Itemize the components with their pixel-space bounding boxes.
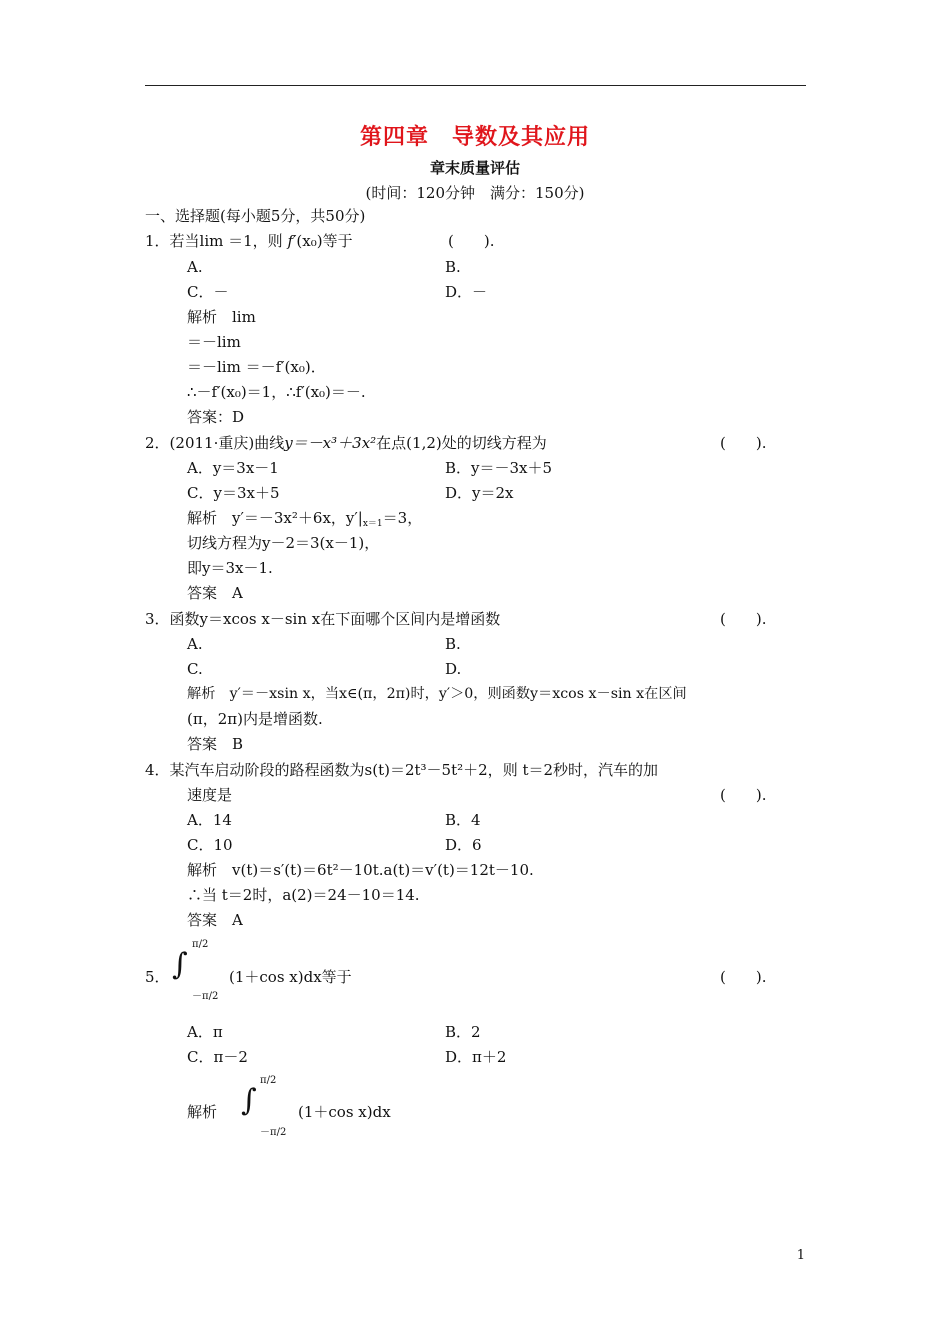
q5-paren: ( ). xyxy=(720,968,767,986)
header-rule xyxy=(145,85,806,86)
q3-solution-2: (π，2π)内是增函数. xyxy=(187,710,323,728)
q2-answer: 答案 A xyxy=(187,584,243,602)
q5-solution-integrand: (1＋cos x)dx xyxy=(298,1103,391,1121)
q1-solution-2: ＝－lim xyxy=(187,333,241,351)
q5-solution-label: 解析 xyxy=(187,1103,218,1121)
q1-solution-3: ＝－lim ＝－f′(x₀)． xyxy=(187,358,326,376)
q5-option-b: B．2 xyxy=(445,1023,481,1041)
q5-solution-upper-limit: π/2 xyxy=(260,1075,277,1086)
q2-stem: 2．(2011·重庆)曲线y＝－x³＋3x²在点(1,2)处的切线方程为 xyxy=(145,434,547,452)
q4-option-c: C．10 xyxy=(187,836,233,854)
time-info: (时间：120分钟 满分：150分) xyxy=(365,184,585,202)
q1-option-c: C．－ xyxy=(187,283,229,301)
q4-solution-1: 解析 v(t)＝s′(t)＝6t²－10t.a(t)＝v′(t)＝12t－10. xyxy=(187,861,534,879)
q4-option-b: B．4 xyxy=(445,811,481,829)
q3-answer: 答案 B xyxy=(187,735,244,753)
chapter-title: 第四章 导数及其应用 xyxy=(359,124,590,150)
q1-answer: 答案：D xyxy=(187,408,245,426)
page-number: 1 xyxy=(796,1248,805,1263)
q4-answer: 答案 A xyxy=(187,911,243,929)
q4-stem-1: 4．某汽车启动阶段的路程函数为s(t)＝2t³－5t²＋2，则 t＝2秒时，汽车的加 xyxy=(145,761,659,779)
q4-option-a: A．14 xyxy=(187,811,232,829)
q3-solution-1: 解析 y′＝－xsin x，当x∈(π，2π)时，y′＞0，则函数y＝xcos x－sin x在区间 xyxy=(187,686,687,702)
integral-sign: ∫ xyxy=(172,947,188,982)
q4-stem-2: 速度是 xyxy=(187,786,233,804)
q5-number: 5． xyxy=(145,968,170,986)
q5-solution-lower-limit: －π/2 xyxy=(260,1127,287,1138)
q5-option-d: D．π＋2 xyxy=(445,1048,507,1066)
integral-sign: ∫ xyxy=(241,1083,257,1118)
q1-option-b: B. xyxy=(445,258,461,276)
q4-option-d: D．6 xyxy=(445,836,482,854)
q5-integrand: (1＋cos x)dx等于 xyxy=(229,968,352,986)
q1-paren: ( ). xyxy=(448,232,495,250)
q3-option-a: A. xyxy=(187,635,203,653)
q1-option-d: D．－ xyxy=(445,283,488,301)
q5-upper-limit: π/2 xyxy=(192,939,209,950)
q3-option-c: C. xyxy=(187,660,203,678)
q4-paren: ( ). xyxy=(720,786,767,804)
q1-solution-4: ∴－f′(x₀)＝1，∴f′(x₀)＝－. xyxy=(187,383,366,401)
subtitle: 章末质量评估 xyxy=(429,159,520,177)
q3-paren: ( ). xyxy=(720,610,767,628)
q2-solution-1: 解析 y′＝－3x²＋6x，$y'|_{x=1}=3$， xyxy=(187,509,423,529)
q5-option-a: A．π xyxy=(187,1023,223,1041)
q2-paren: ( ). xyxy=(720,434,767,452)
q1-solution-1: 解析 lim xyxy=(187,308,256,326)
q5-lower-limit: －π/2 xyxy=(192,991,219,1002)
q5-option-c: C．π－2 xyxy=(187,1048,248,1066)
q2-option-a: A．y＝3x－1 xyxy=(187,459,279,477)
section-heading: 一、选择题(每小题5分，共50分) xyxy=(145,207,366,225)
q3-option-d: D. xyxy=(445,660,462,678)
q1-option-a: A. xyxy=(187,258,203,276)
q4-solution-2: ∴当 t＝2时，a(2)＝24－10＝14. xyxy=(187,886,420,904)
q2-option-b: B．y＝－3x＋5 xyxy=(445,459,553,477)
q1-stem: 1．若当lim ＝1，则 f′(x₀)等于 xyxy=(145,232,353,250)
q2-option-c: C．y＝3x＋5 xyxy=(187,484,280,502)
q3-stem: 3．函数y＝xcos x－sin x在下面哪个区间内是增函数 xyxy=(145,610,501,628)
q2-solution-3: 即y＝3x－1. xyxy=(187,559,273,577)
q2-option-d: D．y＝2x xyxy=(445,484,514,502)
q2-solution-2: 切线方程为y－2＝3(x－1)， xyxy=(187,534,380,552)
q3-option-b: B. xyxy=(445,635,461,653)
